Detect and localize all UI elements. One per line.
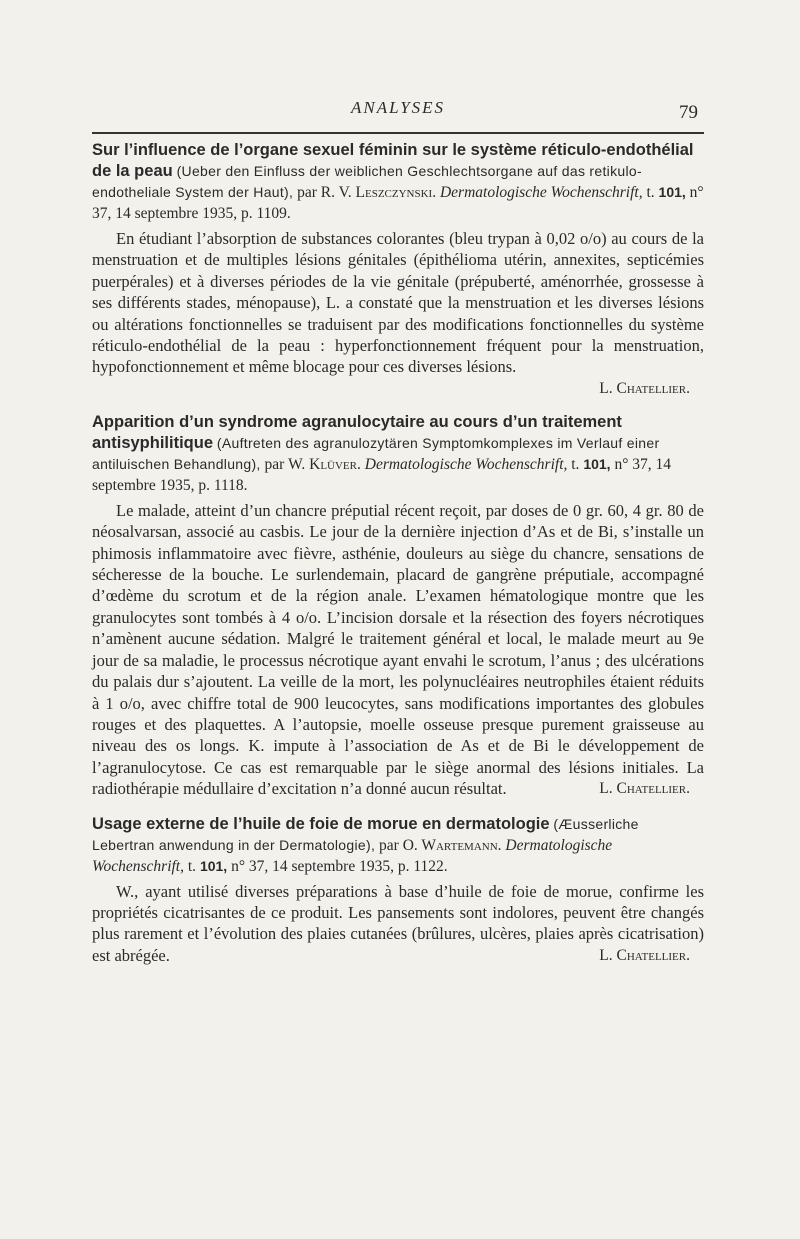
- article-heading: [92, 140, 704, 224]
- citation: n° 37, 14 septembre 1935, p. 1109.: [92, 184, 704, 222]
- article-title: Apparition d’un syndrome agranulocytaire au cours d’un traitement antisyphilitique: [92, 412, 622, 452]
- author-prefix: par: [379, 836, 399, 854]
- page-number: 79: [679, 102, 698, 123]
- article-title: Usage externe de l’huile de foie de morue en dermatologie: [92, 814, 550, 833]
- author: O. Wartemann.: [402, 836, 502, 854]
- original-title: (Ueber den Einfluss der weiblichen Geschlechtsorgane auf das retikulo-endotheliale System der Haut),: [92, 163, 642, 200]
- article-title: Sur l’influence de l’organe sexuel féminin sur le système réticulo-endothélial de la peau: [92, 141, 694, 180]
- citation: n° 37, 14 septembre 1935, p. 1122.: [231, 857, 448, 875]
- article-1: [92, 140, 704, 398]
- original-title: (Æusserliche Lebertran anwendung in der Dermatologie),: [92, 815, 639, 853]
- article-2: [92, 412, 704, 800]
- volume-prefix: t.: [646, 184, 655, 201]
- signature: L. Chatellier.: [599, 379, 690, 397]
- journal-name: Dermatologische Wochenschrift,: [364, 455, 568, 473]
- running-header: [92, 92, 704, 134]
- article-body-text: W., ayant utilisé diverses préparations à base d’huile de foie de morue, confirme les propriétés cicatrisantes de ce produit. Les pansements sont indolores, peuvent être changés plus rarement et l’évolution des plaies cutanées (brûlures, ulcères, plaies après cicatrisation) est abrégée.: [92, 881, 704, 965]
- article-body: [92, 881, 704, 967]
- volume-number: 101,: [199, 857, 228, 874]
- journal-name: Dermatologische Wochenschrift,: [92, 836, 613, 875]
- journal-name: Dermatologische Wochenschrift,: [439, 184, 643, 201]
- author: R. V. Leszczynski.: [320, 184, 437, 201]
- article-3: [92, 814, 704, 967]
- signature: L. Chatellier.: [599, 946, 690, 964]
- author-prefix: par: [297, 184, 317, 201]
- article-body-text: Le malade, atteint d’un chancre préputial récent reçoit, par doses de 0 gr. 60, 4 gr. 80 de néosalvarsan, associé au casbis. Le jour de la dernière injection d’As et de Bi, s’installe un phimosis inflammatoire avec fièvre, asthénie, douleurs au siège du chancre, sensations de sécheresse de la bouche. Le surlendemain, placard de gangrène préputiale, accompagné d’œdème du scrotum et de la région anale. L’examen hématologique montre que les granulocytes sont tombés à 4 o/o. L’incision dorsale et la résection des foyers nécrotiques n’amènent aucune sédation. Malgré le traitement général et local, le malade meurt au 9e jour de sa maladie, le processus nécrotique ayant envahi le scrotum, l’anus ; des ulcérations du palais dur s’ajoutent. La veille de la mort, les polynucléaires neutrophiles étaient réduits à 1 o/o, avec chiffre total de 900 leucocytes, sans modifications importantes des globules rouges et des plaquettes. A l’autopsie, moelle osseuse presque purement graisseuse au niveau des os longs. K. impute à l’association de As et de Bi le développement de l’agranulocytose. Ce cas est remarquable par le siège anormal des lésions initiales. La radiothérapie médullaire d’excitation n’a donné aucun résultat.: [92, 500, 704, 799]
- article-body: En étudiant l’absorption de substances colorantes (bleu trypan à 0,02 o/o) au cours de la menstruation et de multiples lésions génitales (épithélioma utérin, annexites, septicémies puerpérales) et à diverses périodes de la vie génitale (prépuberté, aménorrhée, grossesse à ses différents stades, ménopause), L. a constaté que la menstruation et les diverses lésions ou altérations fonctionnelles se traduisent par des modifications fonctionnelles du système réticulo-endothélial de la peau : hyperfonctionnement fréquent pour la menstruation, hypofonctionnement et même blocage pour ces diverses lésions.: [92, 229, 704, 377]
- signature: L. Chatellier.: [599, 780, 690, 798]
- author-prefix: par: [264, 455, 285, 473]
- volume-number: 101,: [583, 455, 611, 472]
- original-title: (Auftreten des agranulozytären Symptomkomplexes im Verlauf einer antiluischen Behandlung),: [92, 434, 660, 472]
- section-title: ANALYSES: [350, 98, 446, 117]
- page-content: [92, 140, 704, 966]
- article-heading: [92, 814, 704, 877]
- volume-number: 101,: [658, 184, 686, 200]
- article-body: [92, 500, 704, 800]
- volume-prefix: t.: [187, 857, 197, 875]
- volume-prefix: t.: [571, 455, 580, 473]
- citation: n° 37, 14 septembre 1935, p. 1118.: [92, 455, 672, 494]
- author: W. Klüver.: [288, 455, 361, 473]
- article-heading: [92, 412, 704, 496]
